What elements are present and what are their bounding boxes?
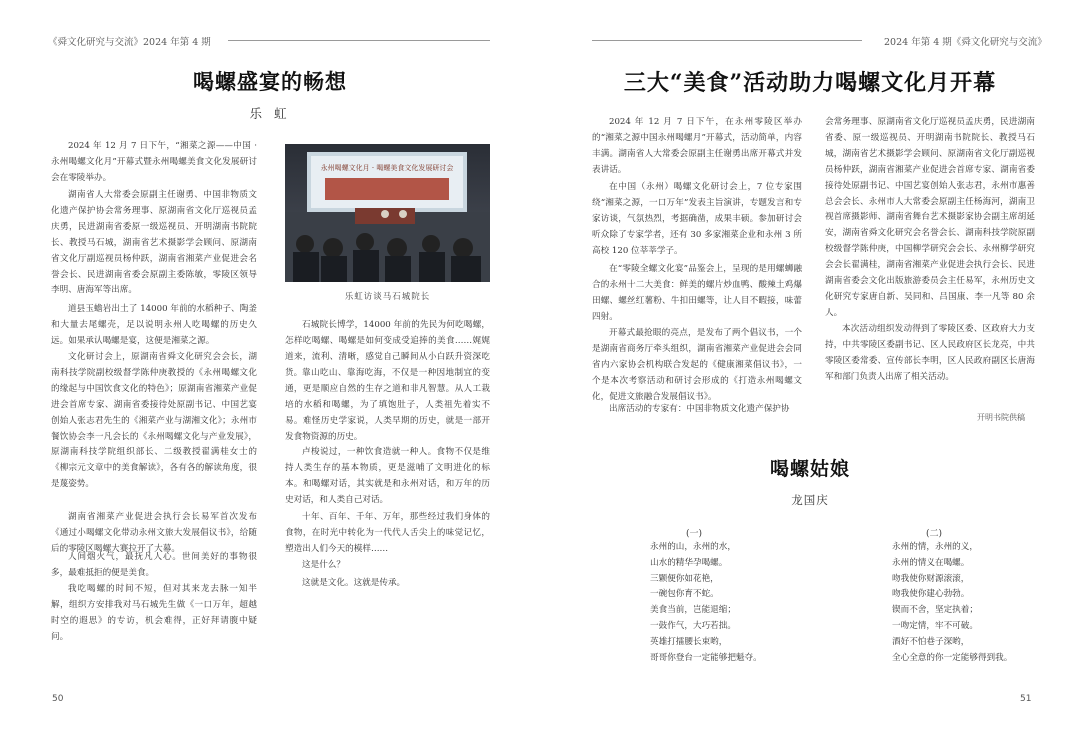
paragraph: 出席活动的专家有：中国非物质文化遗产保护协	[609, 404, 790, 414]
photo-caption: 乐虹访谈马石城院长	[344, 292, 431, 302]
running-head: 2024 年第 4 期《舜文化研究与交流》	[884, 37, 1047, 48]
article-title: 喝螺盛宴的畅想	[193, 69, 347, 94]
header-rule	[592, 40, 862, 41]
photo-banner-text: 永州喝螺文化月 · 喝螺美食文化发展研讨会	[320, 164, 454, 172]
header-rule	[228, 40, 490, 41]
poem-line: 永州的山，永州的水，	[650, 542, 736, 552]
poem-line: 酒好不怕巷子深哟，	[892, 636, 970, 647]
poem-title: 喝螺姑娘	[769, 458, 850, 480]
article-author: 乐 虹	[249, 106, 291, 121]
poem-line: 一吻定情，牢不可破。	[892, 621, 978, 631]
poem-line: 吻我使你财源滚滚，	[892, 573, 970, 584]
paragraph: 靠山吃山、靠海吃海，不仅是一种因地制宜的变通，更是顺应自然的生存之道和非凡智慧。从人工栽培的水稻和喝螺，为了填饱肚子，人类祖先着实不易。难怪历史学家说，人类早期的历史，就是一部开发食物资源的历史。	[285, 368, 490, 442]
poem-author: 龙国庆	[791, 493, 829, 507]
paragraph: 文化研讨会上，原湖南省舜文化研究会会长，湖南科技学院副校级督学陈仲庚教授的《永州喝螺文化的缘起与中国饮食文化的特色》；原湖南省湘菜产业促进会首席专家、湖南省委接待处原副书记、中国艺宴创始人张志君先生的《湘菜产业与湖湘文化》；永州市餐饮协会李一凡会长的《永州喝螺文化与产业发展》，原湖南科技学院组织部长、二级教授翟满桂女士的《柳宗元文章中的美食解读》，各有各的解读角度，很是蔑姿势。	[51, 352, 257, 490]
stanza-1-heading: (一)	[686, 529, 703, 539]
paragraph: 2024 年 12 月 7 日下午，“湘菜之源——中国 · 永州喝螺文化月”开幕式暨永州喝螺美食文化发展研讨会在零陵举办。	[51, 141, 257, 183]
poem-line: 全心全意的你一定能够得到我。	[892, 652, 1013, 663]
event-photo	[285, 144, 490, 282]
paragraph: 本次活动组织发动得到了零陵区委、区政府大力支持，中共零陵区委副书记、区人民政府区长龙亮，中共零陵区委常委、宣传部长李明，区人民政府副区长唐海军和部门负责人出席了相关活动。	[825, 324, 1035, 382]
poem-line: 哥哥你登台一定能够把魁夺。	[650, 652, 762, 663]
right-page	[540, 0, 1080, 733]
paragraph: 2024 年 12 月 7 日下午，在永州零陵区举办的“湘菜之源中国永州喝螺月”开幕式，活动简单，内容丰满。湖南省人大常委会原副主任谢勇出席开幕式并发表讲话。	[592, 117, 802, 175]
paragraph: 湖南省湘菜产业促进会执行会长易军首次发布《通过小喝螺文化带动永州文旅大发展倡议书》，给随后的零陵区喝螺大赛拉开了大幕。	[51, 512, 257, 554]
poem-line: 永州的情，永州的义，	[892, 542, 978, 552]
poem-line: 吻我使你建心勃勃。	[892, 589, 970, 600]
paragraph: 会常务理事、原湖南省文化厅巡视员孟庆勇，民进湖南省委、原一级巡视员、开明湖南书院院长、教授马石城，湖南省艺术摄影学会顾问、原湖南省文化厅副巡视员杨仲跃，湖南省湘菜产业促进会首席专家、湖南省委接待处原副书记、中国艺宴创始人张志君，永州市惠善总会会长、永州市人大常委会原副主任杨海河，湖南卫视首席摄影师、湖南省舞台艺术摄影家协会副主席胡延安，湖南省舜文化研究会名誉会长、湖南科技学院原副校级督学陈仲庚，中国柳学研究会会长、永州柳学研究会会长翟满桂，湖南省湘菜产业促进会执行会长、民进湖南省委会文化出版旅游委员会主任易军，永州历史文化研究专家唐自新、吴同和、吕国康、李一凡等 80 余人。	[825, 117, 1035, 318]
poem-line: 永州的情义在喝螺。	[892, 557, 970, 568]
article-title: 三大“美食”活动助力喝螺文化月开幕	[623, 70, 997, 96]
paragraph: 湖南省人大常委会原副主任谢勇、中国非物质文化遗产保护协会常务理事、原湖南省文化厅巡视员孟庆勇，民进湖南省委原一级巡视员、开明湖南书院院长、教授马石城，湖南省艺术摄影学会顾问、原湖南省文化厅副巡视员杨仲跃，湖南省湘菜产业促进会名誉会长、民进湖南省委会原副主委陈敏，零陵区领导李明、唐海军等出席。	[51, 190, 257, 296]
poem-line: 三颗便你如花艳，	[650, 573, 719, 584]
paragraph: 我吃喝螺的时间不短，但对其来龙去脉一知半解，组织方安排我对马石城先生做《一口万年，超越时空的遐思》的专访，机会难得，正好拜请腹中疑问。	[51, 584, 257, 642]
paragraph: 开幕式最抢眼的亮点，是发布了两个倡议书，一个是湖南省商务厅牵头组织，湖南省湘菜产业促进会会同省内六家协会机构联合发起的《健康湘菜倡议书》，一个是本次考察活动和研讨会形成的《打造永州喝螺文化，促进文旅融合发展倡议书》。	[592, 328, 802, 402]
paragraph: 这就是文化。这就是传承。	[302, 578, 406, 588]
paragraph: 人间烟火气，最抚凡人心。世间美好的事物很多，最难抵拒的便是美食。	[51, 552, 257, 578]
paragraph: 在“零陵全螺文化宴”品鉴会上，呈现的是用螺蛳融合的永州十二大美食：鲜美的螺片炒血鸭、酸辣土鸡爆田螺、螺丝红薯粉、牛扣田螺等，让人目不暇接，味蕾四射。	[592, 264, 802, 322]
paragraph: 道县玉蟾岩出土了 14000 年前的水稻种子、陶釜和大量去尾螺壳，足以说明永州人吃喝螺的历史久远。如果承认喝螺是宴，这便是湘菜之源。	[51, 304, 257, 346]
paragraph: 卢梭说过，一种饮食造就一种人。食物不仅是维持人类生存的基本物质，更是滋哺了文明进化的标本。和喝螺对话，其实就是和永州对话，和万年的历史对话，和人类自己对话。	[285, 447, 490, 505]
article-credit: 开明书院供稿	[977, 413, 1025, 422]
poem-line: 山水的精华孕喝螺。	[650, 557, 728, 568]
poem-line: 一碗包你育不蛇。	[650, 589, 719, 600]
page-number: 50	[52, 694, 64, 704]
event-photo-image	[285, 144, 490, 282]
paragraph: 这是什么？	[302, 560, 345, 570]
paragraph: 石城院长博学，14000 年前的先民为何吃喝螺，怎样吃喝螺、喝螺是如何变成受追捧的美食……娓娓道来，流利、清晰，感觉自己瞬间从小白跃升资深吃货。	[285, 320, 490, 378]
paragraph: 在中国（永州）喝螺文化研讨会上，7 位专家围绕“湘菜之源，一口万年”发表主旨演讲，专题发言和专家访谈，气氛热烈，考据确凿，成果丰硕。参加研讨会听众除了专家学者，还有 30 多家湘菜企业和永州 3 所高校 120 位莘莘学子。	[592, 182, 802, 256]
running-head: 《舜文化研究与交流》2024 年第 4 期	[48, 37, 211, 48]
poem-line: 美食当前，岂能退缩；	[650, 605, 736, 616]
page-number: 51	[1020, 694, 1032, 704]
stanza-2-heading: (二)	[926, 529, 943, 539]
poem-line: 英雄打擂腰长束哟，	[650, 636, 728, 647]
paragraph: 十年、百年、千年、万年，那些经过我们身体的食物，在时光中转化为一代代人舌尖上的味觉记忆，塑造出人们今天的模样……	[285, 512, 490, 554]
poem-line: 一鼓作气，大巧若拙。	[650, 621, 736, 631]
poem-line: 锲而不舍，坚定执着；	[892, 605, 978, 616]
